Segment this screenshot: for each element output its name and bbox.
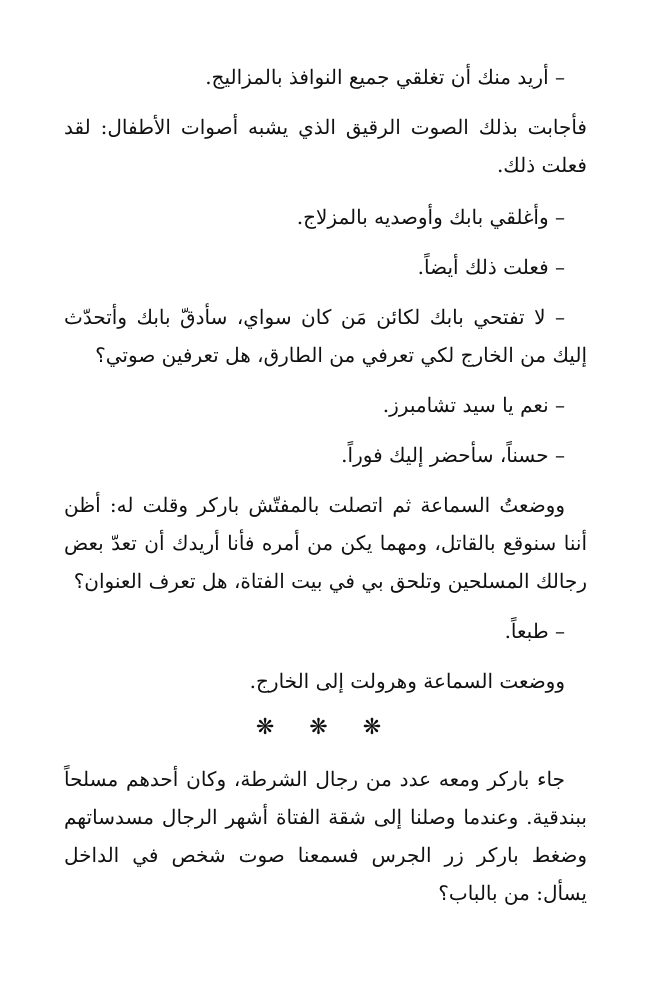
dialogue-line: – طبعاً. [504, 619, 565, 643]
closing-paragraph: جاء باركر ومعه عدد من رجال الشرطة، وكان أحدهم مسلحاً ببندقية. وعندما وصلنا إلى شقة الفتاة أشهر الرجال مسدساتهم وضغط باركر زر الجرس فسمعنا صوت شخص في الداخل يسأل: من بالباب؟ [64, 767, 587, 905]
dialogue-paragraph: – لا تفتحي بابك لكائن مَن كان سواي، سأدقّ بابك وأتحدّث إليك من الخارج لكي تعرفي من الطارق، هل تعرفين صوتي؟ [64, 305, 587, 367]
dialogue-line: – حسناً، سأحضر إليك فوراً. [341, 443, 565, 467]
section-separator: ❋ ❋ ❋ [255, 715, 396, 740]
dialogue-line: – وأغلقي بابك وأوصديه بالمزلاج. [296, 205, 565, 229]
dialogue-line: – نعم يا سيد تشامبرز. [382, 393, 565, 417]
dialogue-line: – فعلت ذلك أيضاً. [417, 255, 565, 279]
narrative-paragraph: ووضعتُ السماعة ثم اتصلت بالمفتّش باركر وقلت له: أظن أننا سنوقع بالقاتل، ومهما يكن من أمره فأنا أريدك أن تعدّ بعض رجالك المسلحين وتلحق بي في بيت الفتاة، هل تعرف العنوان؟ [64, 493, 587, 593]
narrative-paragraph: فأجابت بذلك الصوت الرقيق الذي يشبه أصوات الأطفال: لقد فعلت ذلك. [64, 115, 587, 177]
narrative-line: ووضعت السماعة وهرولت إلى الخارج. [249, 669, 565, 693]
dialogue-line: – أريد منك أن تغلقي جميع النوافذ بالمزاليج. [205, 65, 565, 89]
